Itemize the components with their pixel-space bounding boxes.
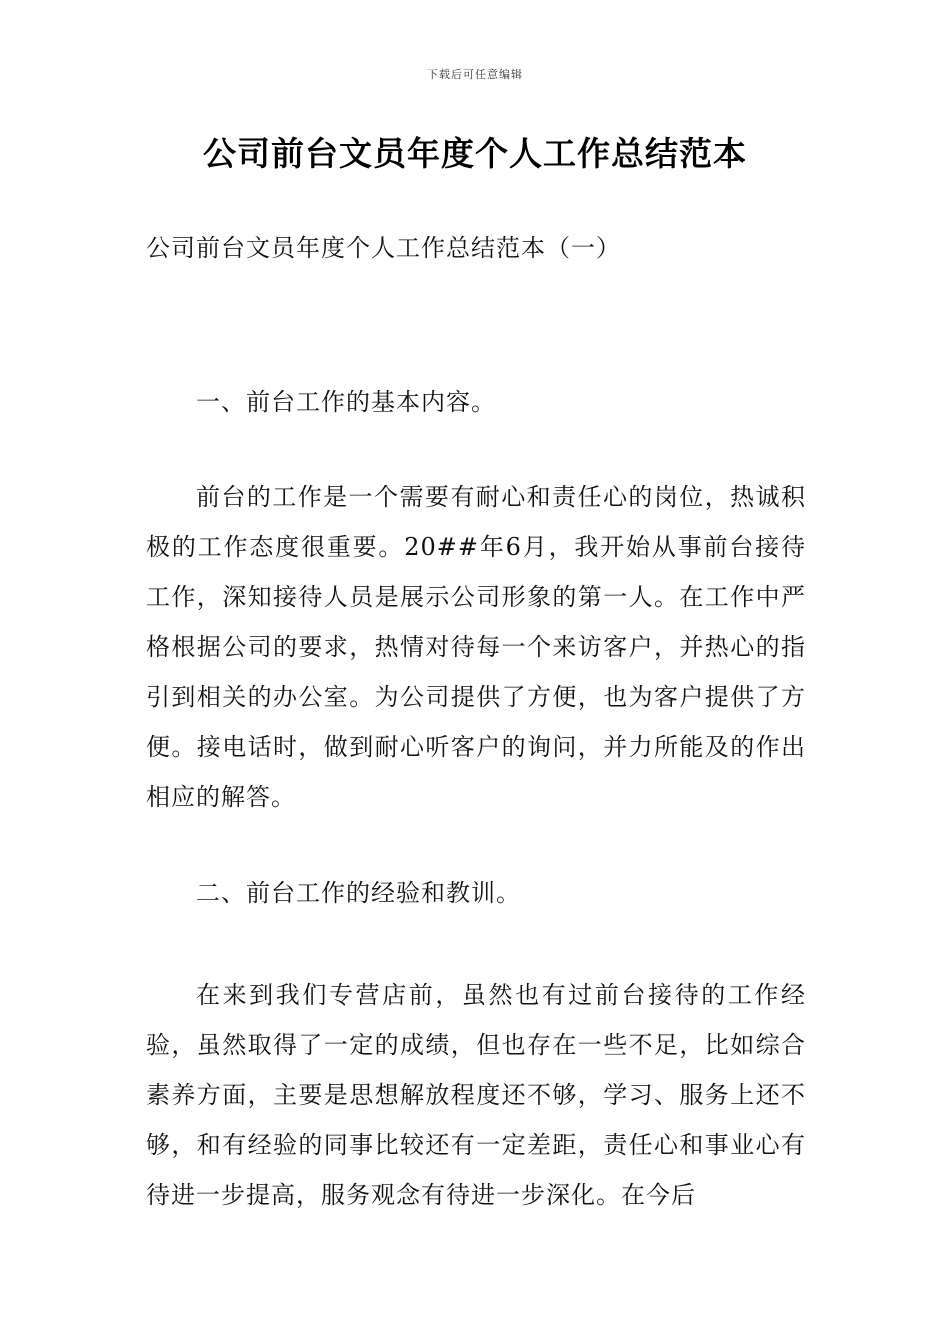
- header-note: 下载后可任意编辑: [427, 68, 523, 81]
- document-title: 公司前台文员年度个人工作总结范本: [203, 134, 747, 173]
- section-heading-2: 二、前台工作的经验和教训。: [196, 879, 521, 907]
- section-paragraph-2: 在来到我们专营店前，虽然也有过前台接待的工作经验，虽然取得了一定的成绩，但也存在一些不足，比如综合素养方面，主要是思想解放程度还不够，学习、服务上还不够，和有经验的同事比较还有一定差距，责任心和事业心有待进一步提高，服务观念有待进一步深化。在今后: [146, 981, 806, 1209]
- section-heading-1: 一、前台工作的基本内容。: [196, 388, 496, 416]
- section-paragraph-1: 前台的工作是一个需要有耐心和责任心的岗位，热诚积极的工作态度很重要。20##年6月，我开始从事前台接待工作，深知接待人员是展示公司形象的第一人。在工作中严格根据公司的要求，热情对待每一个来访客户，并热心的指引到相关的办公室。为公司提供了方便，也为客户提供了方便。接电话时，做到耐心听客户的询问，并力所能及的作出相应的解答。: [146, 483, 806, 811]
- document-subtitle: 公司前台文员年度个人工作总结范本（一）: [146, 234, 621, 262]
